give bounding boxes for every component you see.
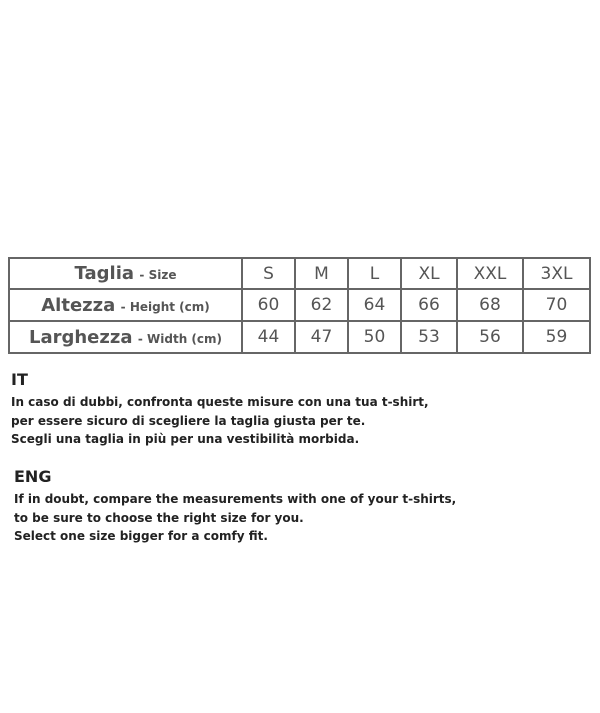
- width-cell-m: 47: [295, 321, 348, 353]
- info-line-eng-1: If in doubt, compare the measurements with one of your t-shirts,: [14, 492, 457, 506]
- height-cell-xl: 66: [401, 289, 457, 321]
- info-line-eng-3: Select one size bigger for a comfy fit.: [14, 529, 268, 543]
- info-line-it-3: Scegli una taglia in più per una vestibilità morbida.: [11, 432, 360, 446]
- size-cell-l: L: [348, 258, 401, 289]
- width-cell-xxl: 56: [457, 321, 523, 353]
- height-cell-xxl: 68: [457, 289, 523, 321]
- height-label-sub: - Height (cm): [120, 299, 210, 314]
- size-header-row: [9, 258, 590, 289]
- info-line-eng-2: to be sure to choose the right size for you.: [14, 510, 304, 525]
- size-cell-xxl: XXL: [457, 258, 523, 289]
- info-line-it-2: per essere sicuro di scegliere la taglia giusta per te.: [11, 413, 366, 428]
- width-cell-l: 50: [348, 321, 401, 353]
- height-cell-m: 62: [295, 289, 348, 321]
- size-cell-3xl: 3XL: [523, 258, 590, 289]
- width-label-main: Larghezza: [28, 326, 133, 348]
- size-cell-m: M: [295, 258, 348, 289]
- info-lang-heading-it: IT: [11, 370, 28, 389]
- size-cell-xl: XL: [401, 258, 457, 289]
- info-block-italian: [11, 370, 591, 449]
- width-cell-xl: 53: [401, 321, 457, 353]
- info-line-it-1: In caso di dubbi, confronta queste misure con una tua t-shirt,: [11, 395, 429, 409]
- width-row-label: [9, 321, 242, 353]
- width-cell-3xl: 59: [523, 321, 590, 353]
- height-row: [9, 289, 590, 321]
- size-label-main: Taglia: [74, 263, 135, 284]
- height-label-main: Altezza: [41, 294, 116, 316]
- size-cell-s: S: [242, 258, 295, 289]
- width-row: [9, 321, 590, 353]
- info-lang-heading-eng: ENG: [14, 467, 52, 486]
- height-cell-s: 60: [242, 289, 295, 321]
- height-row-label: [9, 289, 242, 321]
- info-block-english: [14, 467, 594, 546]
- height-cell-3xl: 70: [523, 289, 590, 321]
- height-cell-l: 64: [348, 289, 401, 321]
- size-chart-table: [8, 257, 591, 354]
- width-cell-s: 44: [242, 321, 295, 353]
- size-label-sub: - Size: [139, 268, 177, 282]
- width-label-sub: - Width (cm): [137, 331, 223, 346]
- size-row-label: [9, 258, 242, 289]
